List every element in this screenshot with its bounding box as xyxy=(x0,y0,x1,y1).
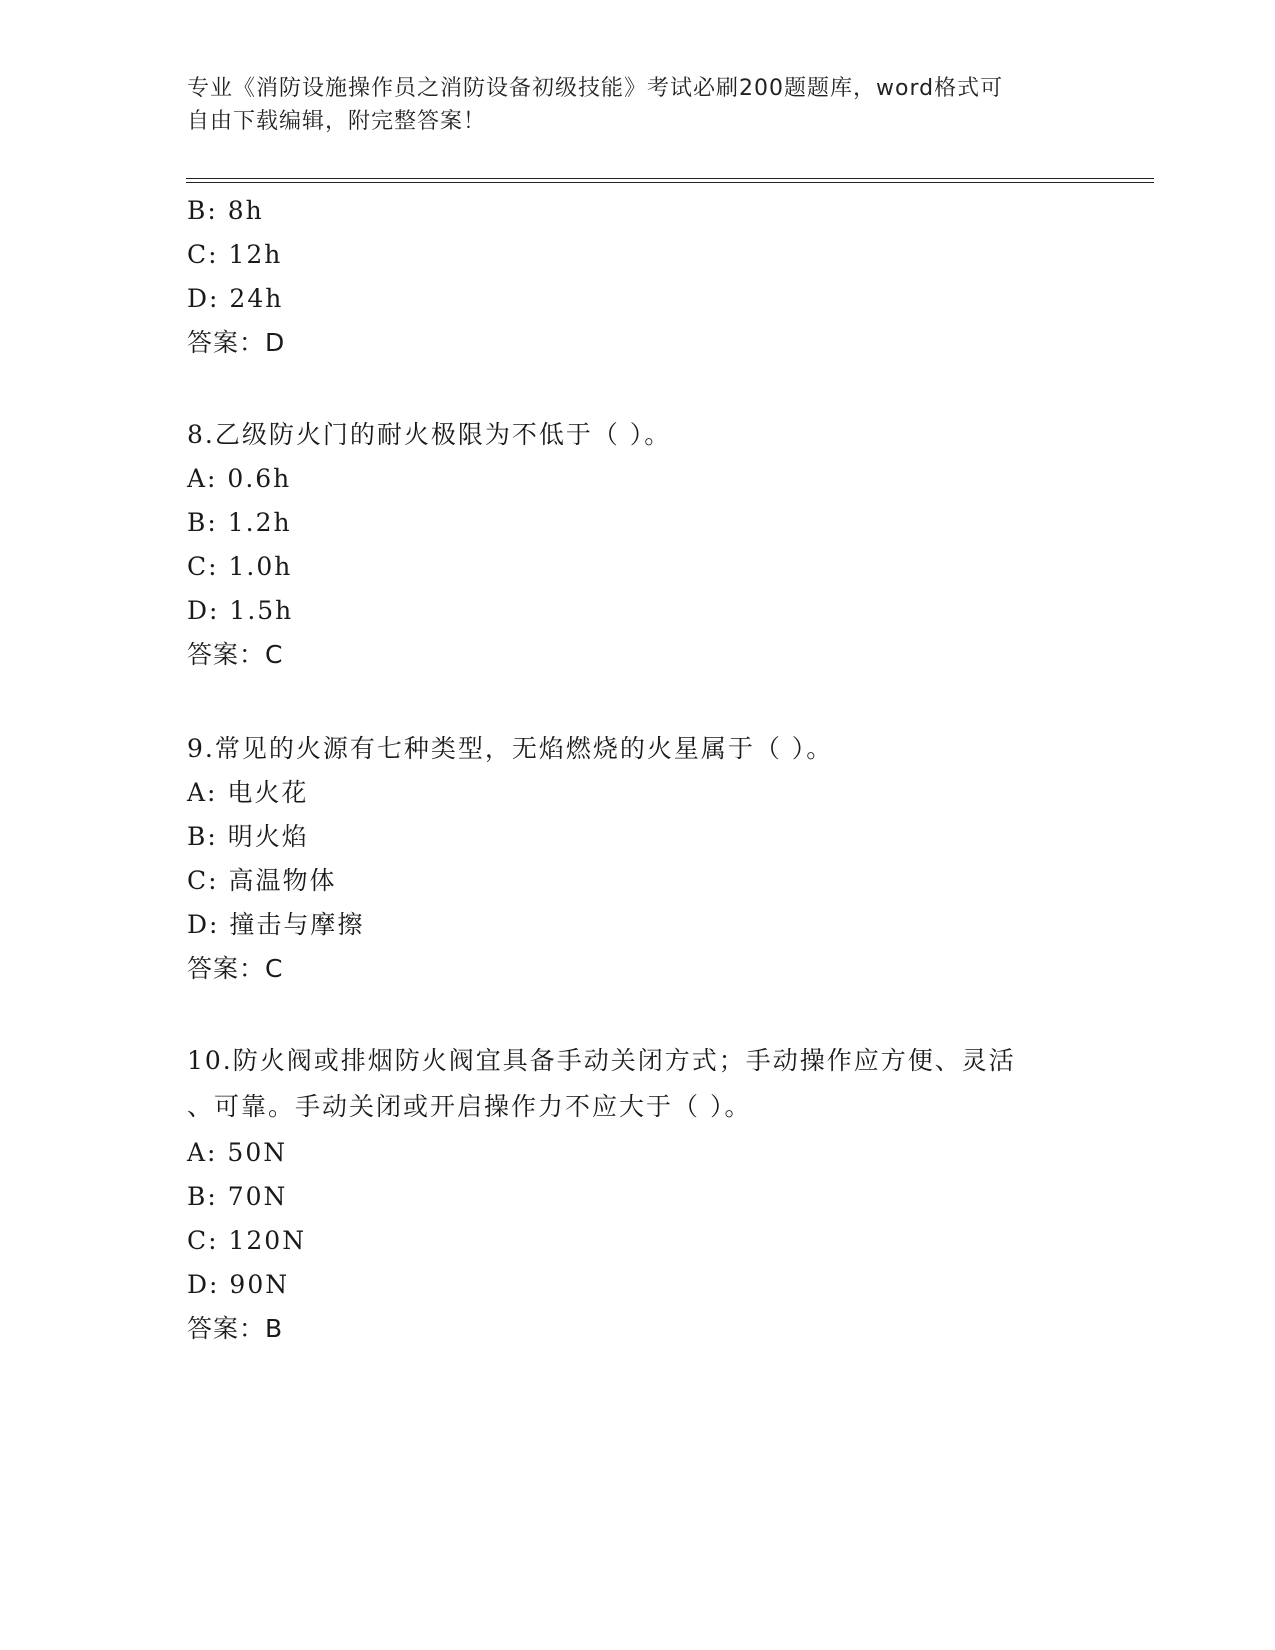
q8-option-c: C: 1.0h xyxy=(187,552,293,581)
q8-option-a: A: 0.6h xyxy=(187,464,292,493)
q9-option-d: D: 撞击与摩擦 xyxy=(187,910,365,939)
q7-option-b: B: 8h xyxy=(187,196,264,225)
q10-answer: 答案：B xyxy=(187,1314,284,1343)
q10-option-c: C: 120N xyxy=(187,1226,307,1255)
header-title-line-1: 专业《消防设施操作员之消防设备初级技能》考试必刷200题题库，word格式可 xyxy=(187,76,1004,101)
q9-option-a: A: 电火花 xyxy=(187,778,309,807)
q7-option-c: C: 12h xyxy=(187,240,283,269)
q7-answer: 答案：D xyxy=(187,328,286,357)
q8-answer: 答案：C xyxy=(187,640,284,669)
q9-answer: 答案：C xyxy=(187,954,284,983)
q10-question-line-2: 、可靠。手动关闭或开启操作力不应大于（ ）。 xyxy=(187,1092,752,1121)
q10-option-a: A: 50N xyxy=(187,1138,288,1167)
q10-option-d: D: 90N xyxy=(187,1270,290,1299)
q9-question: 9.常见的火源有七种类型，无焰燃烧的火星属于（ ）。 xyxy=(187,734,834,763)
q8-option-d: D: 1.5h xyxy=(187,596,294,625)
q9-option-b: B: 明火焰 xyxy=(187,822,309,851)
q8-question: 8.乙级防火门的耐火极限为不低于（ ）。 xyxy=(187,420,672,449)
q10-option-b: B: 70N xyxy=(187,1182,288,1211)
document-header xyxy=(187,72,1087,138)
q7-option-d: D: 24h xyxy=(187,284,284,313)
header-divider-top xyxy=(186,178,1154,179)
q8-option-b: B: 1.2h xyxy=(187,508,292,537)
header-title-line-2: 自由下载编辑，附完整答案！ xyxy=(187,109,487,134)
q9-option-c: C: 高温物体 xyxy=(187,866,337,895)
header-divider-bottom xyxy=(186,182,1154,183)
q10-question-line-1: 10.防火阀或排烟防火阀宜具备手动关闭方式；手动操作应方便、灵活 xyxy=(187,1046,1016,1075)
